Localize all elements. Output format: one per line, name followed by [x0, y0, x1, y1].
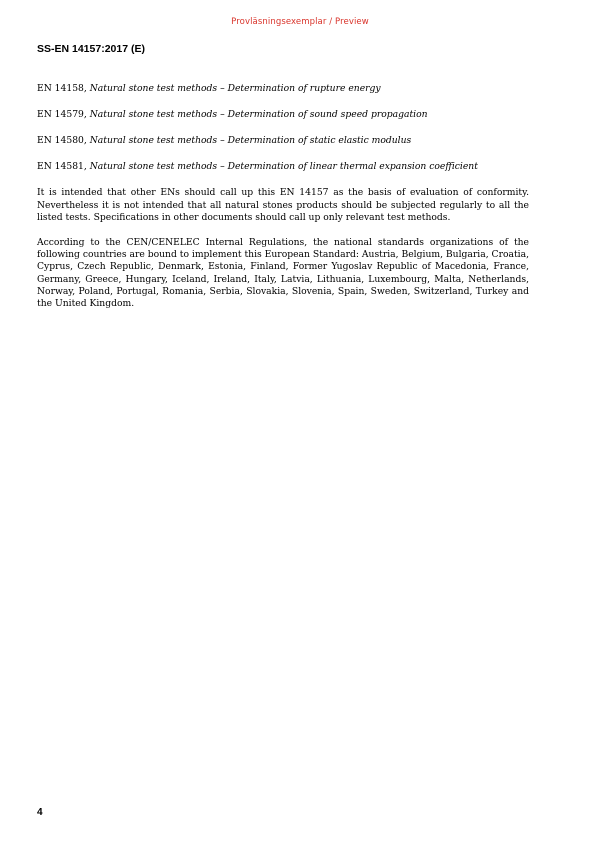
preview-banner: Provläsningsexemplar / Preview [231, 17, 369, 27]
reference-code: EN 14158, [37, 83, 90, 94]
reference-line [37, 161, 529, 173]
page-number: 4 [37, 807, 43, 818]
reference-title: Natural stone test methods – Determination of linear thermal expansion coefficient [89, 161, 478, 173]
page-content [37, 83, 529, 323]
reference-line [37, 109, 529, 121]
reference-code: EN 14579, [37, 109, 90, 121]
body-paragraph-conformity: It is intended that other ENs should call up this EN 14157 as the basis of evaluation of conformity. Nevertheless it is not intended that all natural stones products should be subjected regularly to all the listed tests. Specifications in other documents should call up only relevant test methods. [37, 187, 529, 223]
reference-code: EN 14580, [37, 135, 90, 147]
document-id: SS-EN 14157:2017 (E) [37, 43, 145, 55]
reference-line [37, 83, 529, 95]
reference-line [37, 135, 529, 147]
body-paragraph-countries: According to the CEN/CENELEC Internal Regulations, the national standards organizations of the following countries are bound to implement this European Standard: Austria, Belgium, Bulgaria, Croatia, Cyprus, Czech Republic, Denmark, Estonia, Finland, Former Yugoslav Republic of Macedonia, France, Germany, Greece, Hungary, Iceland, Ireland, Italy, Latvia, Lithuania, Luxembourg, Malta, Netherlands, Norway, Poland, Portugal, Romania, Serbia, Slovakia, Slovenia, Spain, Sweden, Switzerland, Turkey and the United Kingdom. [37, 236, 529, 310]
reference-title: Natural stone test methods – Determination of sound speed propagation [89, 109, 428, 121]
reference-title: Natural stone test methods – Determination of rupture energy [89, 83, 381, 94]
reference-code: EN 14581, [37, 161, 90, 173]
reference-title: Natural stone test methods – Determination of static elastic modulus [89, 135, 412, 147]
